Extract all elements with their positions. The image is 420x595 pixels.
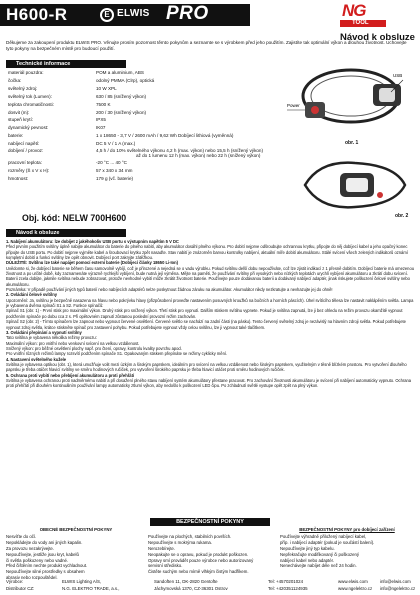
manual-paragraph: Uvědomte si, že dobíjecí baterie se během času samovolně vybíjí, což je přirozené a nejedná se o vadu výrobku. Pokud svítilnu delší dobu nepoužíváte, což lze zjistit indikací z 1 přesně dobitím. Dobíjecí baterie má omezenou životnost a po určité době, kdy zaznamenáte výrazně rychlejší vybíjení, bude nutná její výměna. Mějte na paměti, že používání svítilny při vysokých nebo nízkých teplotách urychlí vybíjení akumulátoru a zkrátí dobu svícení. Baterii zcela dobijte, jakmile svítilna nebude zobrazovat, protože nevhodné vybití může zkrátit životnost baterie. Používejte pouze dodávanou baterii a dodávaný nabíjecí adaptér, jinak riskujete poškození čelové svítilny nebo akumulátoru. (6, 265, 415, 287)
spec-value: POM a aluminium, ABS (96, 70, 144, 75)
safety-line: Nepoužívejte s mokrýma rukama. (148, 539, 212, 545)
spec-label: světelný zdroj: (8, 85, 38, 91)
distributor-email[interactable]: info@ngelektro.cz (380, 586, 416, 591)
figure-2-label: obr. 2 (395, 213, 409, 219)
elwis-logo-icon: E (100, 8, 114, 22)
distributor-phone: Tel: +420351124935 (268, 586, 308, 591)
spec-row (6, 69, 276, 77)
spec-label: dobíjení / provoz: (8, 148, 44, 154)
spec-value: 630 / 85 (snížený výkon) (96, 93, 147, 99)
maker-address: Sandoften 11, DK-2820 Gentofte (154, 579, 218, 584)
spec-row (6, 140, 276, 148)
spec-value: DC 5 V / 1 A (max.) (96, 141, 136, 147)
spec-label: materiál pouzdra: (8, 70, 44, 75)
spec-row (6, 116, 276, 124)
spec-value: odolný PMMA (Clrp), optická (96, 77, 155, 83)
spec-value-line: 4,5 h / do 10% světelného výkonu 4,2 h (max. výkon) nebo 15,5 h (snížený výkon) (96, 148, 264, 154)
maker-phone: Tel: +4570201024 (268, 579, 304, 584)
spec-value: 179 g (vč. baterie) (96, 175, 134, 181)
safety-line: Před čištěním nechte produkt vychladnout. (6, 563, 88, 569)
spec-value: -20 °C ... 40 °C (96, 160, 127, 166)
headlamp-figure-2 (300, 155, 410, 215)
safety-line: abrasiv nebo rozpouštědel. (6, 575, 58, 581)
ng-tool-logo (340, 1, 388, 28)
order-code: Obj. kód: NELW 700H600 (22, 213, 127, 223)
spec-label: teplota chromatičnosti: (8, 101, 54, 107)
manual-paragraph: Upozornění: Ja, svítilnu je bezpečně nasazena na hlavu nebo pokrývku hlavy (přizpůsobení proveďte nastavením posuvných kroužků na bočních a horních páscích). Úhel svítícího tělesa lze nastavit naklápěním světla. Lampa je vybavena dvěma spínači S1 a S2. Funkce spínačů: (6, 297, 414, 309)
maker-label: Výrobce: (6, 579, 24, 584)
safety-line: Používejte na plochých, stabilních površích. (148, 533, 232, 539)
spec-row (6, 109, 276, 117)
manual-heading-line: 3. Ovládání přepínání a vypnutí svítilny (6, 329, 82, 335)
safety-line: Nepokládejte do vody ani jiných kapalin. (6, 539, 83, 545)
distributor-web[interactable]: www.ngelektro.cz (338, 586, 373, 591)
spec-label: baterie: (8, 133, 24, 139)
ng-logo-text: NG (342, 1, 366, 20)
safety-col-heading: BEZPEČNOSTNÍ POKYNY pro dobíjecí zařízení (299, 527, 395, 532)
pro-logo: PRO (166, 3, 209, 24)
safety-line: či světla poškozeny nebo vadné. (6, 557, 69, 563)
spec-value: 57 x 340 x 34 mm (96, 167, 133, 173)
safety-line: Neopakujte se o opravu, pokud je produkt poškozen. (148, 551, 249, 557)
brand-name: ELWIS (117, 8, 150, 19)
manual-paragraph: Snížený výkon: pro běžné osvětlení plochy např. pro čtení, opravy, kontrolu kvality povrchu apod. (6, 345, 182, 351)
spec-row (6, 132, 276, 140)
spec-table (6, 69, 276, 183)
manual-heading-line: 4. Nastavení světelného kužele (6, 356, 67, 362)
safety-col-charger (280, 527, 414, 569)
spec-label: světelný tok (Lumen): (8, 93, 52, 99)
fig1-power-label: Power (287, 103, 300, 108)
safety-col-general-2 (148, 527, 288, 575)
spec-value-line: až do 1 lumenu 12 h (max. výkon) nebo 22 h (snížený výkon) (136, 153, 261, 159)
safety-col-heading: OBECNÉ BEZPEČNOSTNÍ POKYNY (39, 527, 113, 532)
safety-line: nabíjecí kabel nebo adaptér. (280, 557, 334, 563)
safety-line: Čistěte suchým nebo mírně vlhkým čistým hadříkem. (148, 569, 249, 575)
spec-row (6, 77, 276, 85)
spec-value (96, 148, 276, 159)
spec-value: 7500 K (96, 101, 111, 107)
spec-row (6, 175, 276, 183)
figure-1-label: obr. 1 (345, 140, 359, 146)
fig1-usb-label: USB (393, 73, 403, 78)
spec-label: hmotnost: (8, 175, 29, 181)
spec-label: stupeň krytí: (8, 117, 34, 123)
intro-text: Děkujeme za zakoupení produktu ELWIS PRO. Věnujte prosím pozornost těmto pokynům a seznamte se s výrobkem před jeho použitím. Zajistíte tak optimální výkon a dlouhou životnost. Uchovejte tyto pokyny na bezpečném místě pro budoucí použití. (6, 40, 407, 52)
safety-col-heading (148, 527, 288, 533)
maker-web[interactable]: www.elwis.com (338, 579, 368, 584)
distributor-label: Distributor CZ: (6, 586, 35, 591)
safety-line: Nerozebírejte. (148, 545, 175, 551)
safety-line: Nepoužívejte, jestliže jsou kryt, kabelů (6, 551, 79, 557)
safety-line: Nenechávejte nabíjet déle než 24 hodin. (280, 563, 357, 569)
spec-value: 10 W XPL (96, 85, 117, 91)
spec-row (6, 159, 276, 167)
headlamp-figure-1 (285, 64, 410, 146)
safety-col-general (6, 527, 146, 581)
manual-body (6, 239, 414, 389)
spec-row (6, 101, 276, 109)
header (0, 0, 420, 30)
safety-line: Nepoužívejte silné prostředky s obsahem (6, 569, 85, 575)
spec-row (6, 167, 276, 175)
spec-label: rozměry (Š x V x H): (8, 167, 50, 173)
spec-value: 1 x 18650 - 3,7 V / 2600 mAh / 9,62 Wh Dobíjecí lithiová (vyměnná) (96, 133, 234, 139)
safety-line: Za provozu nezakrývejte. (6, 545, 55, 551)
model-name: H600-R (6, 5, 68, 24)
safety-line: Používejte výhradně přiložený nabíjecí kabel, (280, 533, 367, 539)
spec-label: nabíjecí napětí: (8, 141, 40, 147)
spec-value: 200 / 30 (snížený výkon) (96, 109, 147, 115)
tech-info-heading: Technické informace (6, 60, 126, 68)
safety-line: Nesvíťte do očí. (6, 533, 37, 539)
spec-row (6, 124, 276, 132)
manual-paragraph: Před prvním použitím svítilny úplně nabijte akumulátor do baterie do plného nabití, aby akumulátor dosáhl plného výkonu. Pro dobití nejprve odšroubujte ochrannou krytku, připojte do něj dobíjecí kabel a jeho opačný konec připojte do USB portu. Po dobití nejprve vyjměte kabel a šroubovací krytku zpět nasaďte. Stav nabití je znázorněn barvou kontrolky nabíjení, aktuální míře dobití akumulátoru. Stálé svícení všech zelených indikátorů oznámí kompletní dobití a funkci svítilny lze opět obnovit. Dobíjecí port zakryjte zátěžkou. (6, 244, 408, 261)
safety-line: Opravy smí provádět pouze výrobce nebo autorizovaný (148, 557, 254, 563)
page-title: Návod k obsluze (340, 32, 415, 43)
spec-label: dynamický pevnost: (8, 125, 49, 131)
manual-heading: Návod k obsluze (6, 229, 126, 237)
manual-paragraph: Spínač S1 (obr. 1) - První stisk pro maximální výkon. Druhý stisk pro snížený výkon. Třetí stisk pro vypnutí. Dalším stiskem svítilnu vypnete. Pokud je svítilna zapnutá, lze ji bez ohledu na režim provozu okamžitě vypnout podržením spínače po dobu cca 2 s. Při opětovném zapnutí zůstanou poslední provozní režim zachován. (6, 308, 403, 319)
manual-paragraph: Tato svítilna je vybavena několika režimy provozu: (6, 335, 97, 341)
ng-logo-sub: TOOL (352, 20, 369, 26)
manual-paragraph: Pro vnitřní různých režimů lampy rozsvítí podržením spínače S1. Opakovaným stiskem přepínáte se režimy cyklicky mění. (6, 351, 228, 357)
spec-row (6, 148, 276, 159)
manual-paragraph: Svítilna je vybavena optikou (obr. 1), která umožňuje volit mezi úzkým a širokým paprskem, ideálním pro svícení na velkou vzdálenost nebo širokým paprskem, využitelným v těsně blízkém prostoru. Pro vytvoření dlouhého paprsku je třeba otáčet hlavicí svítilny ve směru hodinových ručiček, pro vytvoření širokého paprsku je třeba hlavicí otáčet proti směru hodinových ručiček. (6, 361, 407, 373)
manual-heading-line: DŮLEŽITÉ: Svítilnu lze také napájet pomocí externí baterie (Dobíjecí články 18650 Li-Ion) (6, 260, 178, 266)
distributor-address: Jáchymovská 1370, CZ-36301 Ostrov (154, 586, 228, 591)
manual-paragraph: Poznámka: V případě používání jiných typů baterií nebo nabíjecích adaptérů nelze poskytnout žádnou záruku na akumulátor. Akumulátor nikdy nezkratujte a nevhazujte jej do ohně! (6, 287, 333, 293)
manual-heading-line: 2. Ovládání čelové svítilny (6, 292, 57, 298)
safety-line: servisní středisko. (148, 563, 183, 569)
spec-row (6, 85, 276, 93)
spec-row (6, 93, 276, 101)
manual-paragraph: Maximální výkon: pro vnitřní nebo venkovní svícení na velkou vzdálenost. (6, 340, 140, 346)
maker-name: ELWIS Lighting A/S, (62, 579, 102, 584)
safety-line: Nepoužívejte jiný typ kabelu. (280, 545, 335, 551)
safety-heading: BEZPEČNOSTNÍ POKYNY (150, 518, 270, 526)
spec-label: čočka: (8, 77, 22, 83)
safety-line: příp. i nabíjecí adaptér (pokud je součástí balení). (280, 539, 375, 545)
maker-email[interactable]: info@elwis.com (380, 579, 411, 584)
spec-value: IK07 (96, 125, 106, 131)
manual-paragraph: Svítilna je vybavena ochranou proti nadměrnému nabití a při dosažení plného stavu nabíjení systém akumulátory přestane pracovat. Pro zachování životnosti akumulátoru je svícení při nabíjení automaticky vypnuto. Ochrana proti přehřátí při dlouhém kontinuálním používání lampy automaticky ztlumí výkon, aby nedošlo k poškození LED čipu. Po zchladnutí světlé vystupe opět zpět na plný výkon. (6, 377, 412, 389)
spec-label: dosvit (m): (8, 109, 30, 115)
spec-label: pracovní teplota: (8, 160, 42, 166)
manual-heading-line: 5. Ochrana proti vybití nebo přebíjení akumulátoru a proti přehřátí (6, 372, 135, 378)
manual-paragraph: Spínač S2 (obr. 2) - Tímto spínačem lze zapnout nebo vypnout červené osvětlení. Červené světlo se nachází na zadní části (na pásku). Tento červený světelný zdroj je nezávislý na hlavním zdroji světla. Pokud potřebujete vypnout zdroj světla, krátce stiskněte spínač pro zastavení pohybu. Pokud potřebujete vypnout vždy celou svítilnu, lze ji vypnout také tlačítkem. (6, 319, 406, 330)
manual-heading-line: 1. Nabíjení akumulátoru: lze dobíjet z jakéhokoliv USB portu s výstupním napětím 5 V DC (6, 239, 179, 244)
distributor-name: N.G. ELEKTRO TRADE, a.s., (62, 586, 120, 591)
spec-value: IPX5 (96, 117, 106, 123)
safety-line: Nepřekračujte modifikovaný či poškozený (280, 551, 360, 557)
